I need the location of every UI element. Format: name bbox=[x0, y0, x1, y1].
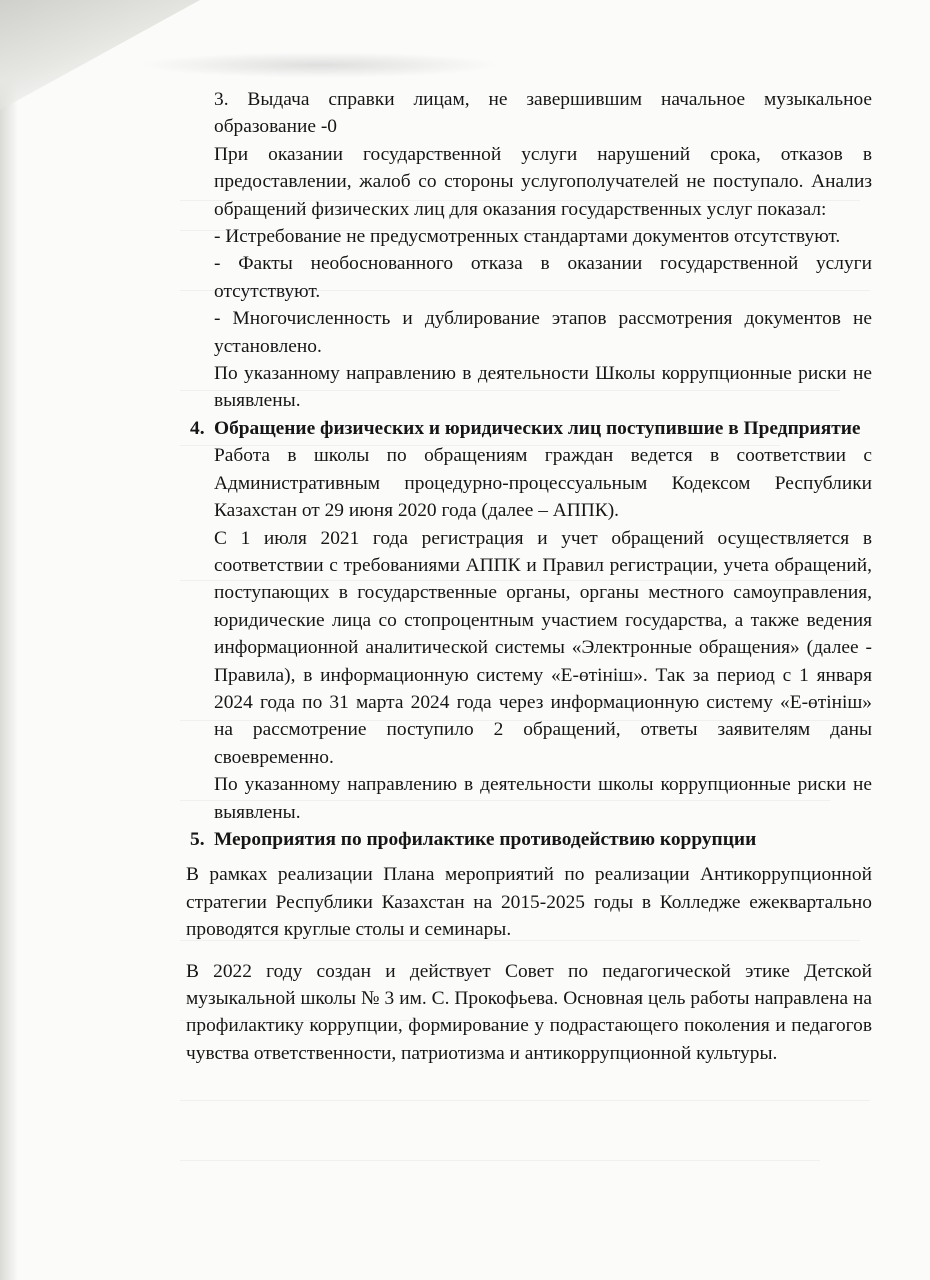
section-title-5: Мероприятия по профилактике противодействию коррупции bbox=[214, 828, 757, 850]
section-title-4: Обращение физических и юридических лиц поступившие в Предприятие bbox=[214, 417, 861, 439]
paragraph-appeals-registration: С 1 июля 2021 года регистрация и учет обращений осуществляется в соответствии с требованиями АППК и Правил регистрации, учета обращений, поступающих в государственные органы, органы местного самоуправления, юридические лица со стопроцентным участием государства, а также ведения информационной аналитической системы «Электронные обращения» (далее - Правила), в информационную систему «Е-өтініш». Так за период с 1 января 2024 года по 31 марта 2024 года через информационную систему «Е-өтініш» на рассмотрение поступило 2 обращений, ответы заявителям даны своевременно. bbox=[214, 527, 872, 768]
paragraph-service-summary: При оказании государственной услуги нарушений срока, отказов в предоставлении, жалоб со стороны услугополучателей не поступало. Анализ обращений физических лиц для оказания государственных услуг показал: bbox=[214, 143, 872, 220]
paragraph-service-item-3: 3. Выдача справки лицам, не завершившим начальное музыкальное образование -0 bbox=[214, 89, 872, 138]
paragraph-anticorruption-plan: В рамках реализации Плана мероприятий по реализации Антикоррупционной стратегии Республики Казахстан на 2015-2025 годы в Колледже ежеквартально проводятся круглые столы и семинары. bbox=[186, 864, 872, 941]
paragraph-finding-documents: - Истребование не предусмотренных стандартами документов отсутствуют. bbox=[214, 226, 841, 248]
section-number-5: 5. bbox=[190, 828, 205, 850]
paragraph-conclusion-school: По указанному направлению в деятельности Школы коррупционные риски не выявлены. bbox=[214, 363, 872, 412]
section-heading-4 bbox=[186, 415, 872, 442]
paragraph-conclusion-appeals: По указанному направлению в деятельности школы коррупционные риски не выявлены. bbox=[214, 774, 872, 823]
section-number-4: 4. bbox=[190, 417, 205, 439]
paragraph-finding-duplication: - Многочисленность и дублирование этапов рассмотрения документов не установлено. bbox=[214, 308, 872, 357]
paragraph-finding-refusal: - Факты необоснованного отказа в оказании государственной услуги отсутствуют. bbox=[214, 253, 872, 302]
paragraph-appeals-law: Работа в школы по обращениям граждан ведется в соответствии с Административным процедурно-процессуальным Кодексом Республики Казахстан от 29 июня 2020 года (далее – АППК). bbox=[214, 445, 872, 522]
page-edge-shadow bbox=[0, 0, 18, 1280]
paragraph-ethics-council: В 2022 году создан и действует Совет по педагогической этике Детской музыкальной школы № 3 им. С. Прокофьева. Основная цель работы направлена на профилактику коррупции, формирование у подрастающего поколения и педагогов чувства ответственности, патриотизма и антикоррупционной культуры. bbox=[186, 960, 872, 1064]
scan-shadow bbox=[140, 52, 500, 78]
section-heading-5 bbox=[186, 826, 872, 853]
document-body bbox=[186, 86, 872, 1067]
